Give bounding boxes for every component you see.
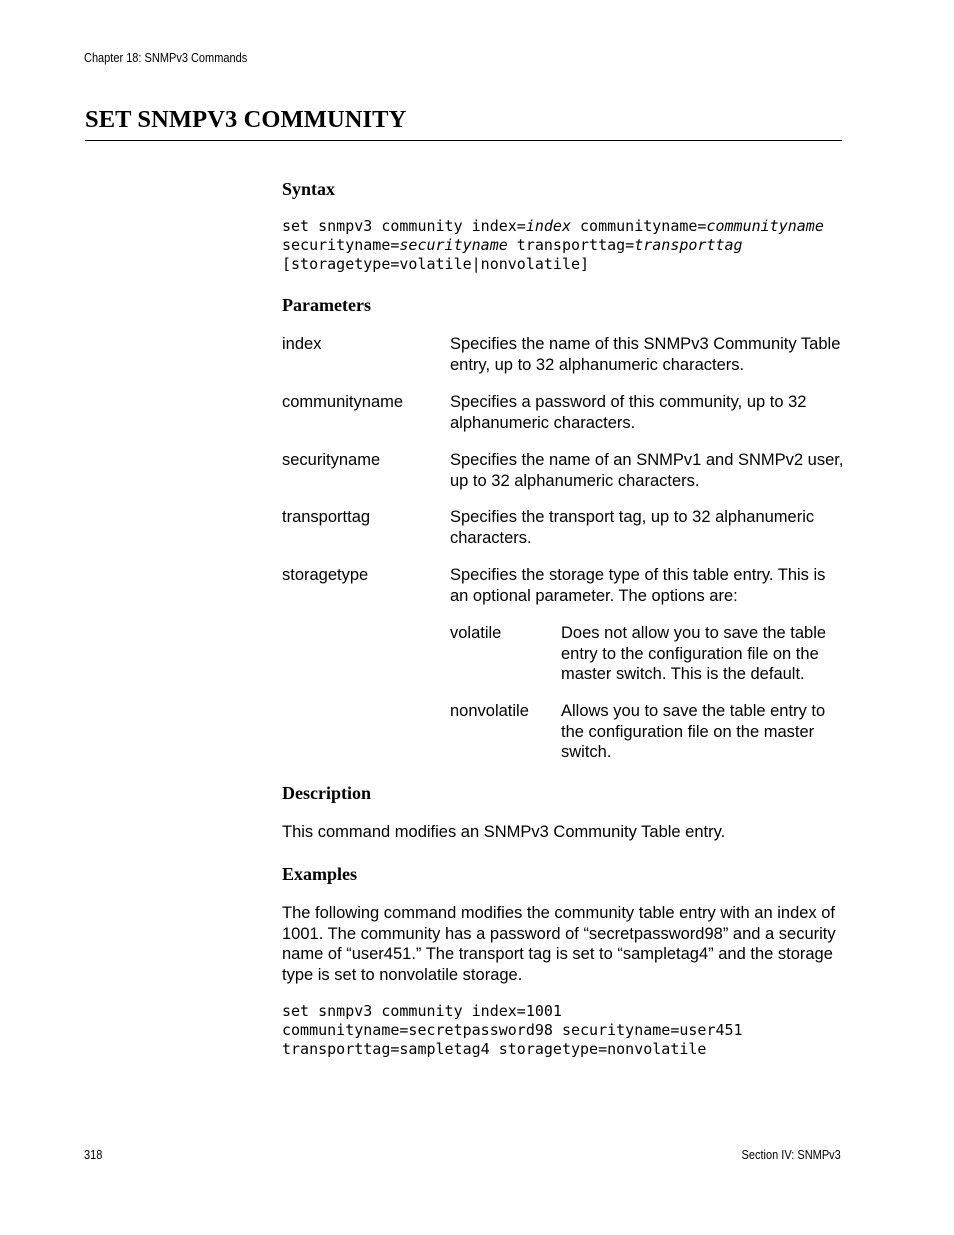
param-name-communityname: communityname [282,393,404,411]
param-name-securityname: securityname [282,451,381,469]
option-name-nonvolatile: nonvolatile [450,702,529,720]
description-text: This command modifies an SNMPv3 Community Table entry. [282,823,726,841]
param-name-index: index [282,335,322,353]
param-desc-transporttag: Specifies the transport tag, up to 32 alphanumeric characters. [450,508,815,547]
page-title: SET SNMPV3 COMMUNITY [85,106,407,133]
parameters-heading: Parameters [282,295,371,315]
running-footer-section: Section IV: SNMPv3 [741,1148,841,1162]
page-number: 318 [84,1148,103,1162]
param-desc-storagetype: Specifies the storage type of this table entry. This is an optional parameter. The options are: [450,566,826,605]
running-header: Chapter 18: SNMPv3 Commands [84,51,248,65]
option-name-volatile: volatile [450,624,502,642]
param-desc-securityname: Specifies the name of an SNMPv1 and SNMPv2 user, up to 32 alphanumeric characters. [450,451,844,490]
examples-heading: Examples [282,864,358,884]
option-desc-nonvolatile: Allows you to save the table entry to the configuration file on the master switch. [561,702,826,761]
syntax-line-2: securityname=securityname transporttag=transporttag [282,236,743,254]
syntax-line-1: set snmpv3 community index=index communityname=communityname [282,217,824,235]
option-desc-volatile: Does not allow you to save the table entry to the configuration file on the master switch. This is the default. [561,624,827,683]
param-desc-index: Specifies the name of this SNMPv3 Community Table entry, up to 32 alphanumeric characters. [450,335,841,374]
param-desc-communityname: Specifies a password of this community, up to 32 alphanumeric characters. [450,393,807,432]
examples-text: The following command modifies the community table entry with an index of 1001. The community has a password of “secretpassword98” and a security name of “user451.” The transport tag is set to “sampletag4” and the storage type is set to nonvolatile storage. [282,904,836,984]
param-name-storagetype: storagetype [282,566,369,584]
param-name-transporttag: transporttag [282,508,371,526]
syntax-heading: Syntax [282,179,336,199]
syntax-line-3: [storagetype=volatile|nonvolatile] [282,255,590,273]
title-divider [85,140,842,141]
description-heading: Description [282,783,371,803]
example-code-block: set snmpv3 community index=1001 communityname=secretpassword98 securityname=user451 transporttag=sampletag4 storagetype=nonvolatile [282,1002,743,1058]
